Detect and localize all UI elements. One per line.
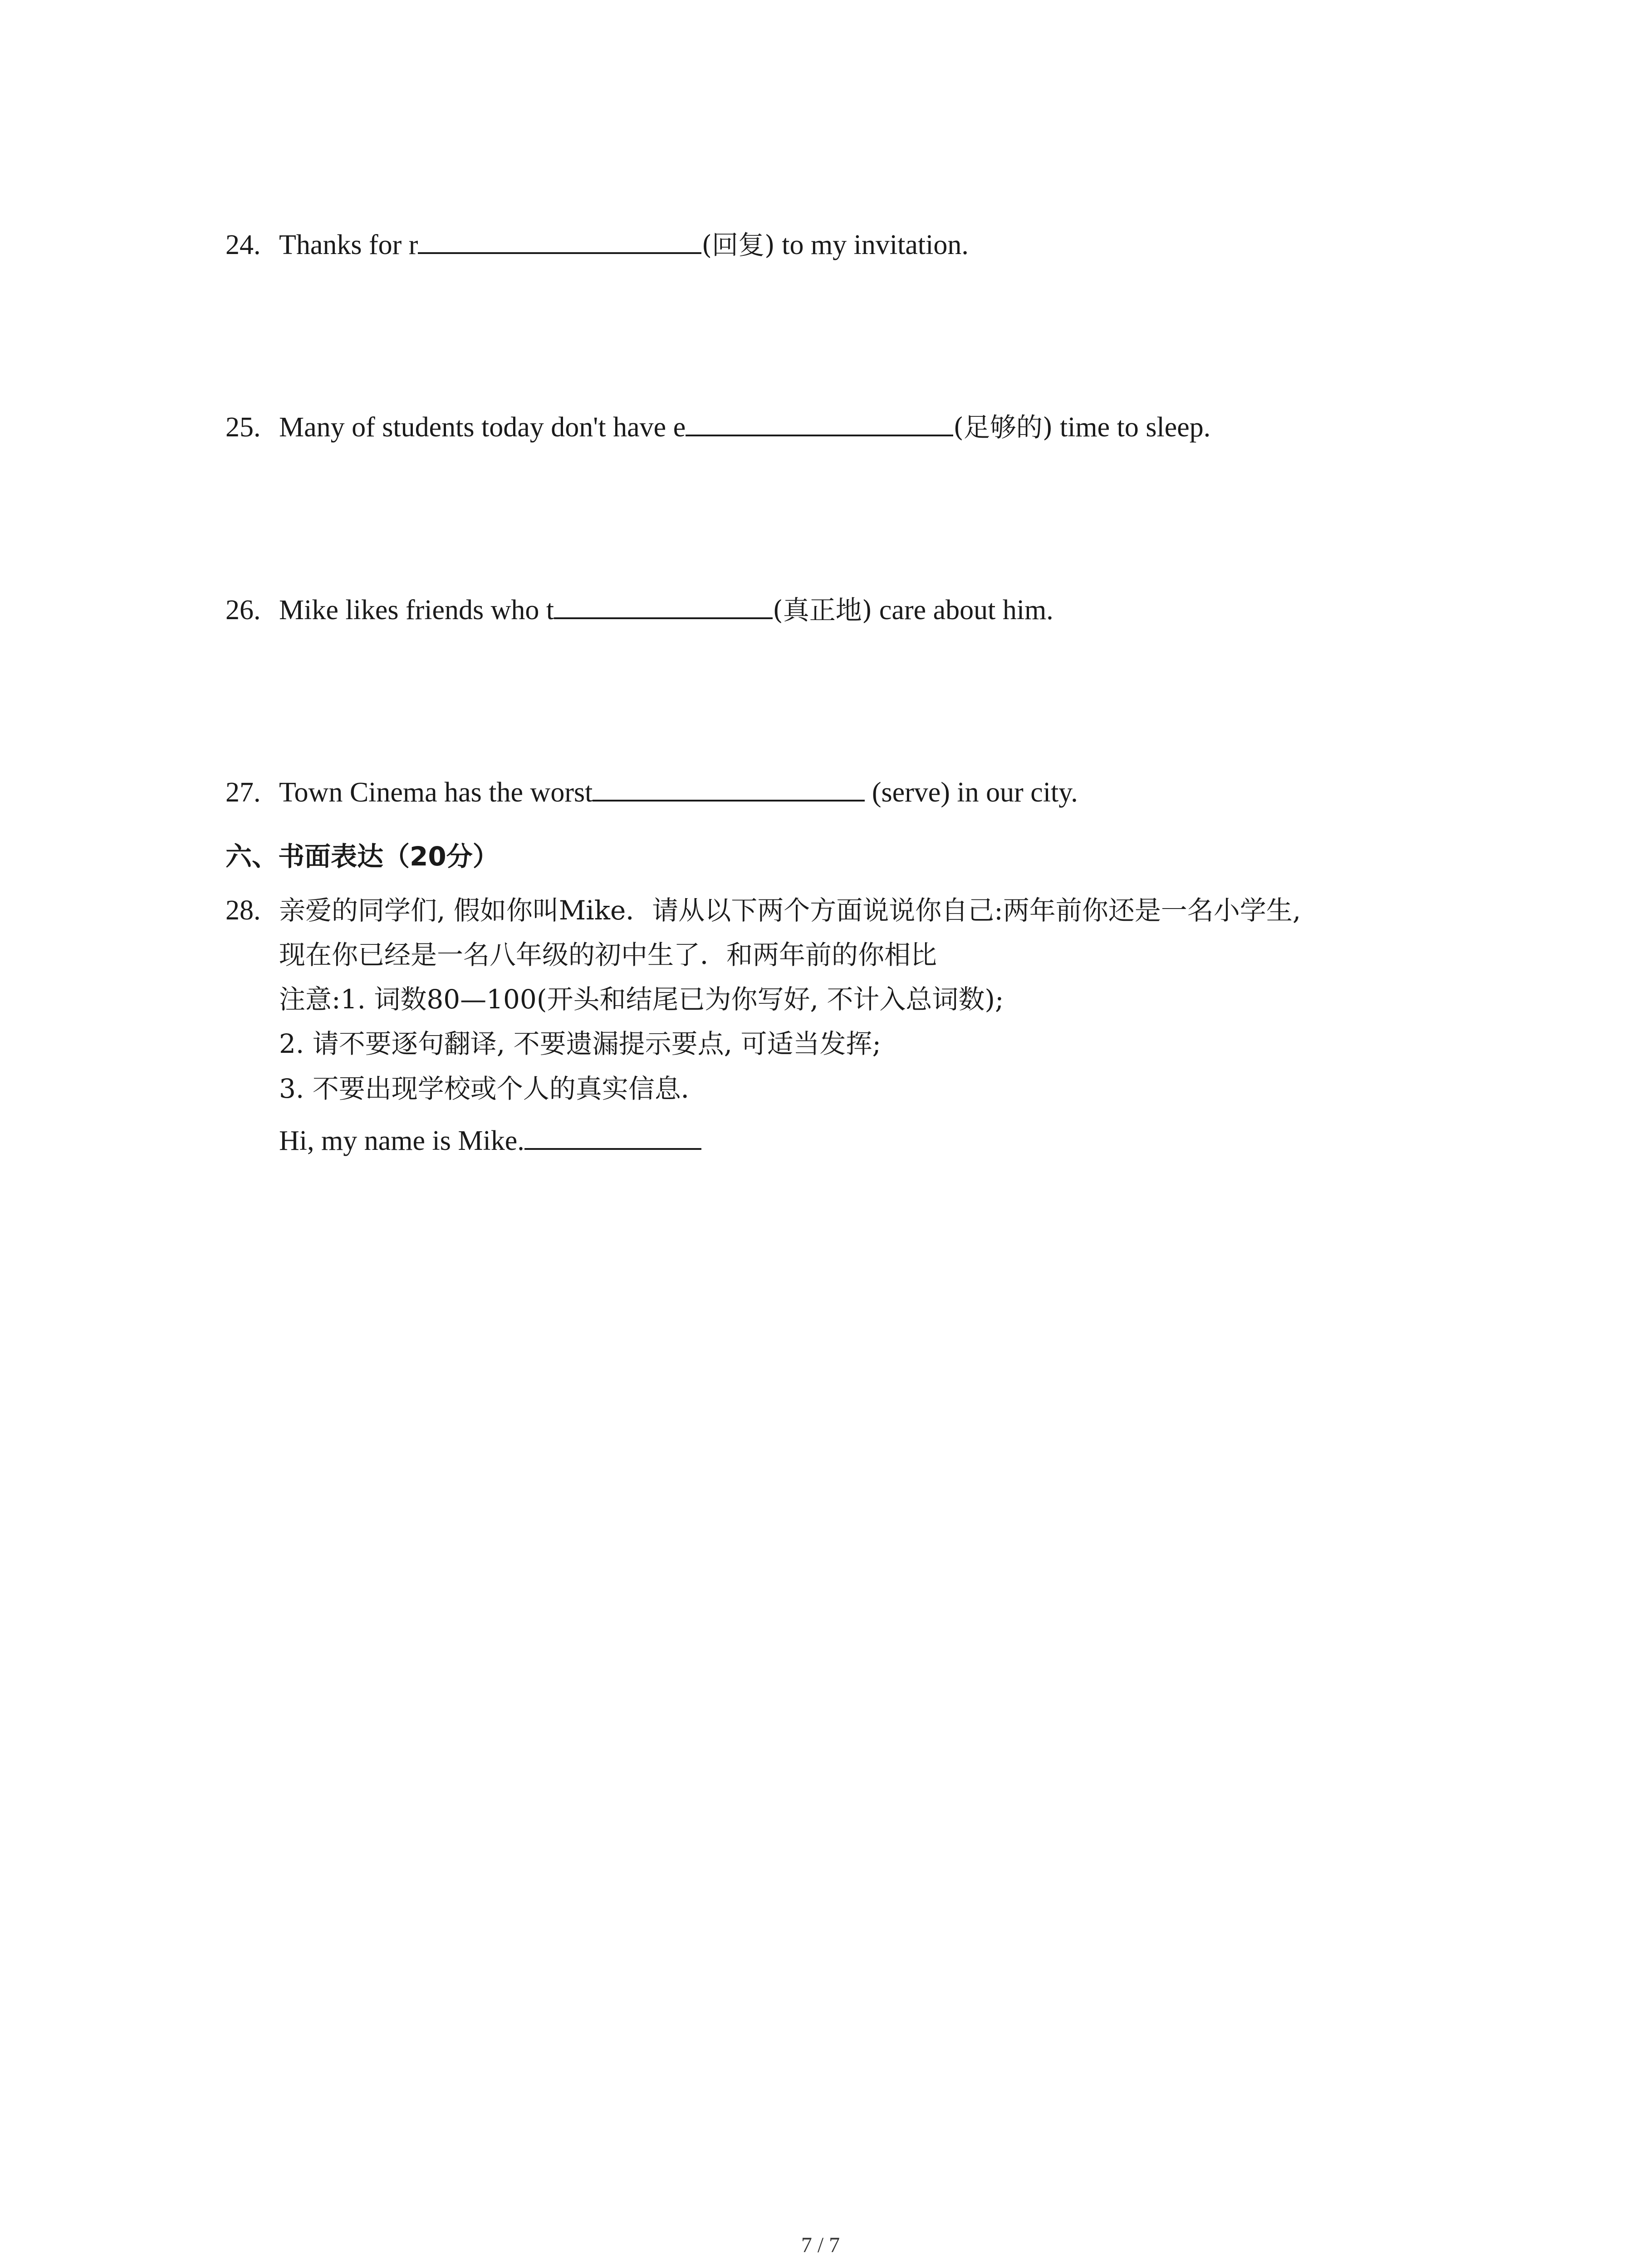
answer-blank[interactable] bbox=[554, 592, 773, 619]
answer-blank[interactable] bbox=[686, 409, 953, 436]
essay-opening bbox=[279, 1120, 701, 1161]
question-text: Mike likes friends who t bbox=[279, 595, 554, 626]
section-heading: 六、书面表达（20分） bbox=[225, 841, 499, 872]
essay-opening-text: Hi, my name is Mike. bbox=[279, 1125, 524, 1156]
question-text: Thanks for r bbox=[279, 230, 418, 260]
question-text-end: to my invitation. bbox=[774, 230, 969, 260]
question-number: 25. bbox=[225, 412, 261, 443]
question-number: 27. bbox=[225, 777, 261, 808]
question-text-end: time to sleep. bbox=[1053, 412, 1211, 443]
question-text-end: care about him. bbox=[872, 595, 1053, 626]
question-26 bbox=[225, 590, 1053, 631]
chinese-hint: (足够的) bbox=[953, 412, 1053, 443]
writing-prompt-line-2: 现在你已经是一名八年级的初中生了．和两年前的你相比 bbox=[279, 939, 937, 970]
chinese-hint: (回复) bbox=[701, 230, 775, 260]
answer-blank[interactable] bbox=[418, 227, 701, 254]
question-number: 26. bbox=[225, 595, 261, 626]
question-number: 24. bbox=[225, 230, 261, 260]
question-text: Many of students today don't have e bbox=[279, 412, 686, 443]
question-24 bbox=[225, 225, 969, 265]
writing-note-2: 2. 请不要逐句翻译, 不要遗漏提示要点, 可适当发挥; bbox=[279, 1028, 882, 1059]
answer-blank[interactable] bbox=[593, 774, 865, 802]
page-number: 7 / 7 bbox=[801, 2233, 840, 2257]
writing-note-1: 注意:1. 词数80—100(开头和结尾已为你写好, 不计入总词数); bbox=[279, 984, 1004, 1015]
question-27 bbox=[225, 772, 1078, 813]
chinese-hint: (真正地) bbox=[773, 595, 872, 626]
writing-note-3: 3. 不要出现学校或个人的真实信息． bbox=[279, 1073, 707, 1104]
question-25 bbox=[225, 407, 1210, 448]
question-28 bbox=[225, 890, 1301, 931]
writing-prompt-line-1: 亲爱的同学们, 假如你叫Mike．请从以下两个方面说说你自己:两年前你还是一名小学生, bbox=[279, 895, 1301, 926]
question-text-end: (serve) in our city. bbox=[865, 777, 1078, 808]
question-text: Town Cinema has the worst bbox=[279, 777, 593, 808]
question-number: 28. bbox=[225, 895, 261, 926]
essay-answer-blank[interactable] bbox=[524, 1123, 701, 1150]
